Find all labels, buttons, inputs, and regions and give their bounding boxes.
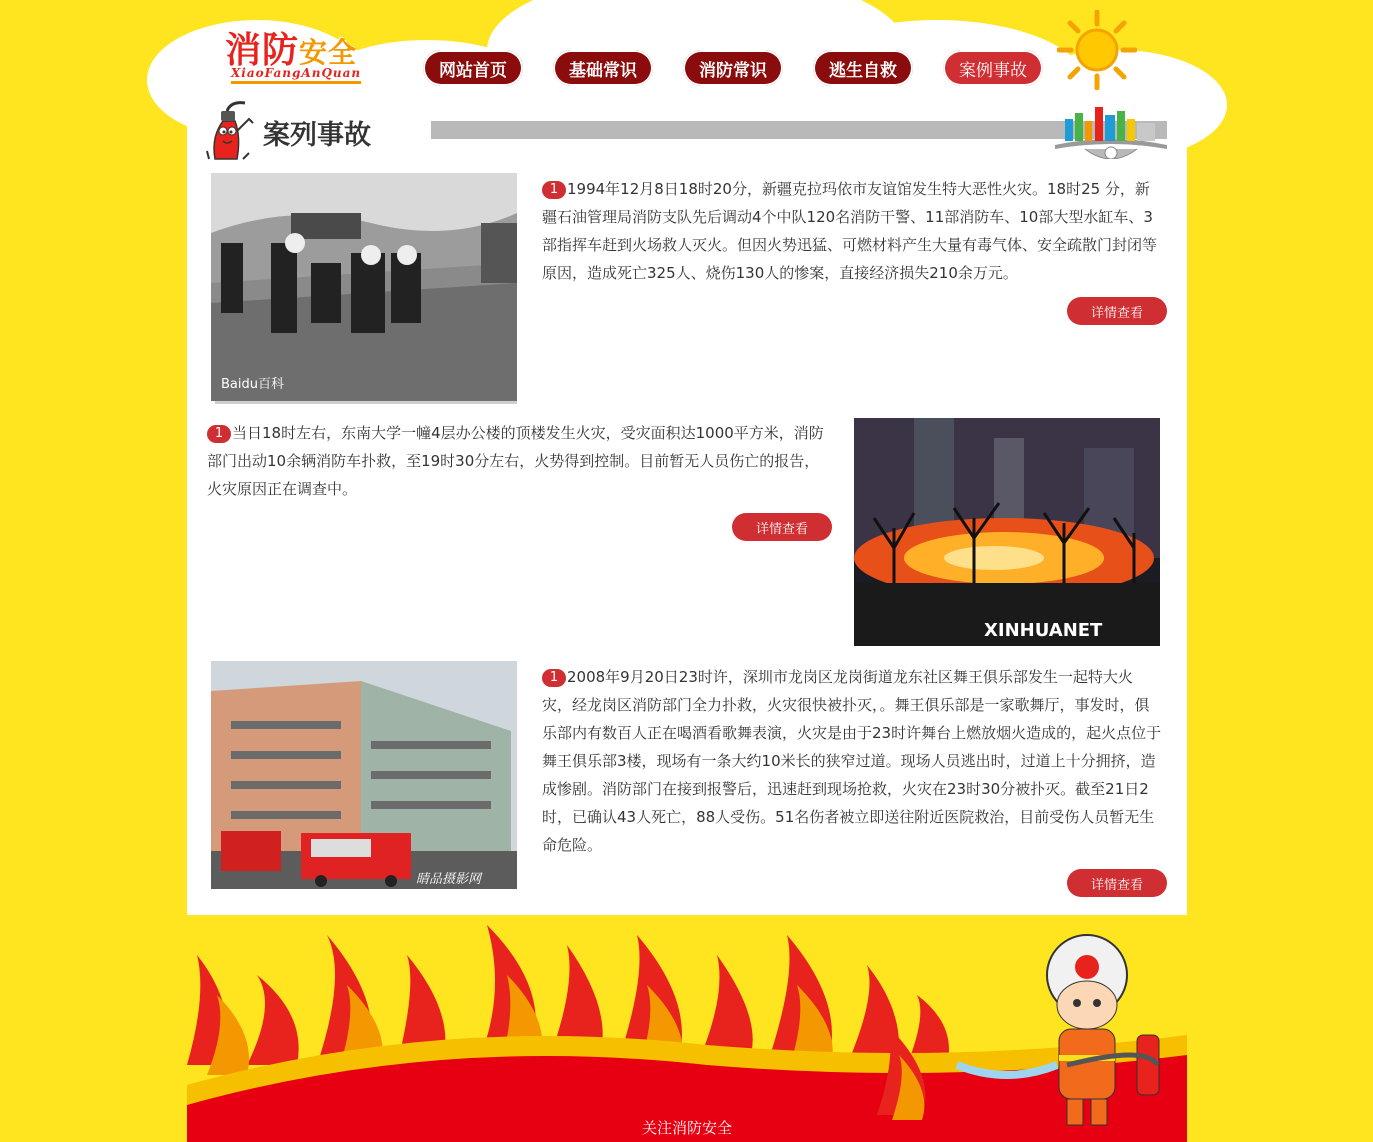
case-photo-2[interactable] <box>854 418 1159 646</box>
photo-3-watermark: 睛品摄影网 <box>416 872 482 887</box>
photo-1-watermark: Baidu百科 <box>221 377 284 392</box>
logo-main-text: 消防 <box>225 30 300 71</box>
logo-subtitle: XiaoFangAnQuan <box>231 66 361 84</box>
photo-2-watermark: XINHUANET <box>984 620 1103 641</box>
case-number-badge: 1 <box>542 181 566 199</box>
case-text-3 <box>542 663 1162 859</box>
nav-basic-knowledge[interactable]: 基础常识 <box>553 50 653 86</box>
site-logo[interactable] <box>225 22 385 92</box>
case-photo-3[interactable] <box>211 661 516 889</box>
fire-extinguisher-mascot-icon <box>205 97 265 161</box>
case-description: 2008年9月20日23时许，深圳市龙岗区龙岗街道龙东社区舞王俱乐部发生一起特大火灾，经龙岗区消防部门全力扑救，火灾很快被扑灭，。舞王俱乐部是一家歌舞厅，事发时，俱乐部内有数百人正在喝酒看歌舞表演，火灾是由于23时许舞台上燃放烟火造成的，起火点位于舞王俱乐部3楼，现场有一条大约10米长的狭窄过道。现场人员逃出时，过道上十分拥挤，造成惨剧。消防部门在接到报警后，迅速赶到现场抢救，火灾在23时30分被扑灭。截至21日2时，已确认43人死亡，88人受伤。51名伤者被立即送往附近医院救治，目前受伤人员暂无生命危险。 <box>542 668 1162 854</box>
case-description: 当日18时左右，东南大学一幢4层办公楼的顶楼发生火灾，受灾面积达1000平方米，消防部门出动10余辆消防车扑救，至19时30分左右，火势得到控制。目前暂无人员伤亡的报告，火灾原因正在调查中。 <box>207 424 824 498</box>
flames-banner-icon <box>187 915 1187 1142</box>
case-2-detail-button[interactable]: 详情查看 <box>732 513 832 541</box>
nav-home[interactable]: 网站首页 <box>423 50 523 86</box>
case-text-2 <box>207 419 829 503</box>
case-text-1 <box>542 175 1162 287</box>
main-content <box>187 93 1187 915</box>
case-3-detail-button[interactable]: 详情查看 <box>1067 869 1167 897</box>
books-decoration-icon <box>1055 97 1167 159</box>
nav-escape[interactable]: 逃生自救 <box>813 50 913 86</box>
case-number-badge: 1 <box>207 425 231 443</box>
case-number-badge: 1 <box>542 669 566 687</box>
section-title: 案列事故 <box>263 120 371 151</box>
footer-slogan: 关注消防安全 <box>641 1119 732 1137</box>
nav-cases[interactable]: 案例事故 <box>943 50 1043 86</box>
case-1-detail-button[interactable]: 详情查看 <box>1067 297 1167 325</box>
footer <box>187 915 1187 1142</box>
nav-fire-knowledge[interactable]: 消防常识 <box>683 50 783 86</box>
case-photo-1[interactable] <box>211 173 516 401</box>
logo-accent-text: 安全 <box>299 36 358 69</box>
case-description: 1994年12月8日18时20分，新疆克拉玛依市友谊馆发生特大恶性火灾。18时25 分，新疆石油管理局消防支队先后调动4个中队120名消防干警、11部消防车、10部大型水缸车、3部指挥车赶到火场救人灭火。但因火势迅猛、可燃材料产生大量有毒气体、安全疏散门封闭等原因，造成死亡325人、烧伤130人的惨案，直接经济损失210余万元。 <box>542 180 1158 282</box>
section-header <box>187 93 1187 163</box>
page <box>187 0 1187 1142</box>
sun-icon <box>1057 10 1137 90</box>
